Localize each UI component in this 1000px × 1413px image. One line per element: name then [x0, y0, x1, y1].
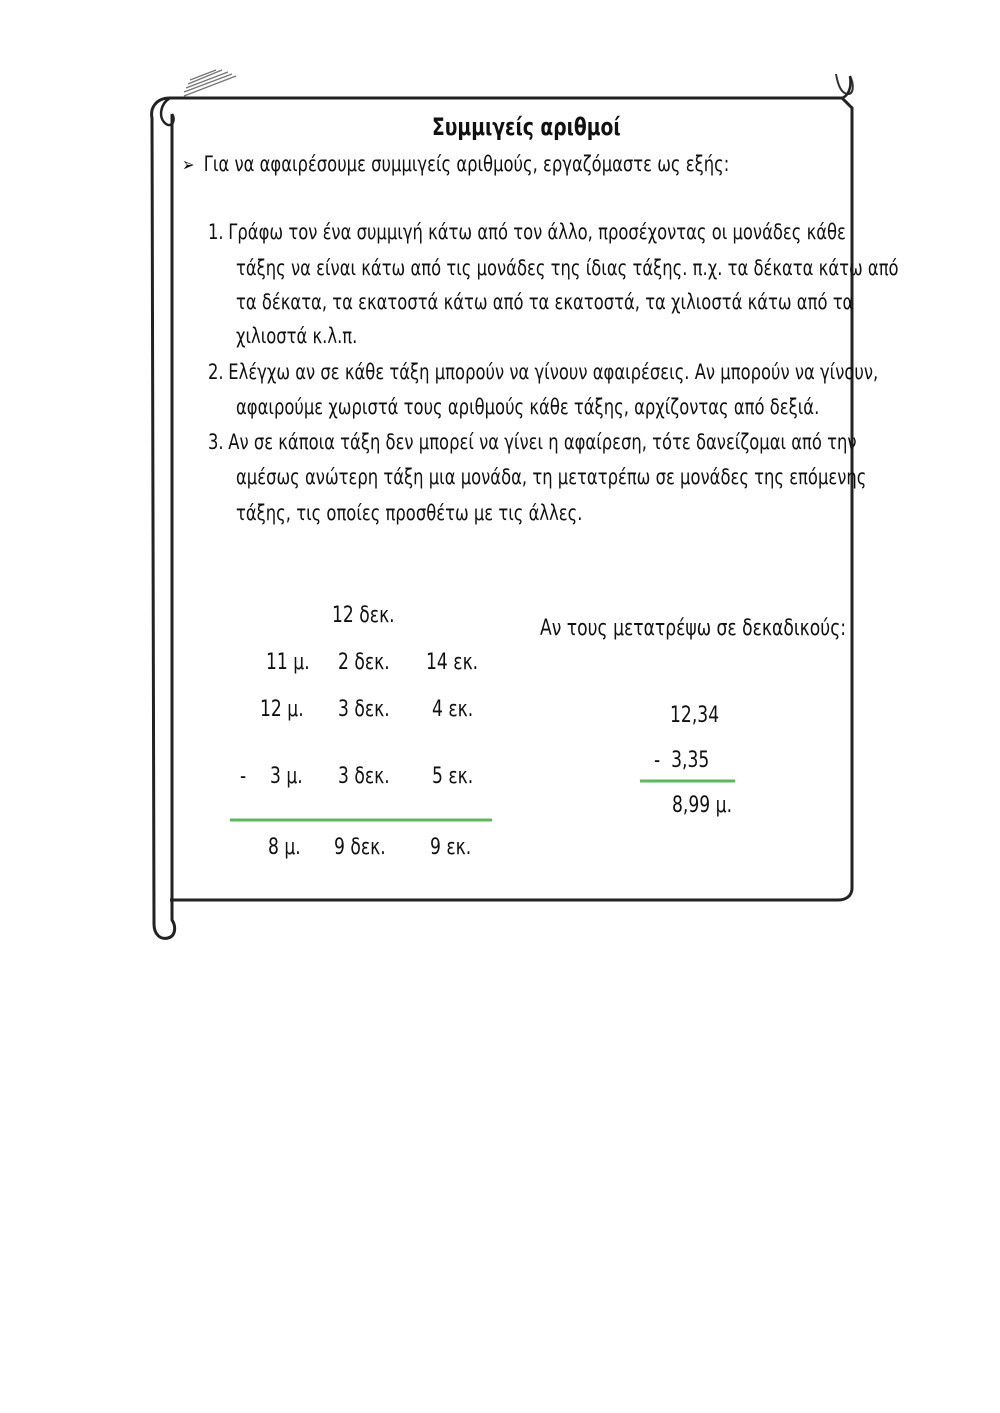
minus-sign: - — [240, 764, 247, 789]
result-tenths: 9 δεκ. — [334, 835, 386, 860]
step-2-line-2: αφαιρούμε χωριστά τους αριθμούς κάθε τάξης, αρχίζοντας από δεξιά. — [236, 395, 820, 419]
decimal-heading: Αν τους μετατρέψω σε δεκαδικούς: — [540, 616, 847, 641]
step-number: 3. — [208, 430, 224, 454]
arrow-bullet-icon: ➢ — [182, 154, 195, 176]
result-hundredths: 9 εκ. — [430, 835, 472, 860]
page-title: Συμμιγείς αριθμοί — [432, 113, 621, 141]
minuend-hundredths-struck: 4 εκ. — [432, 697, 474, 722]
intro-text: Για να αφαιρέσουμε συμμιγείς αριθμούς, εργαζόμαστε ως εξής: — [203, 152, 730, 176]
step-3-line-1 — [208, 430, 1000, 454]
step-text: Γράφω τον ένα συμμιγή κάτω από τον άλλο, προσέχοντας οι μονάδες κάθε — [228, 220, 846, 244]
borrow-units: 11 μ. — [266, 650, 310, 675]
step-2-line-1 — [208, 360, 1000, 384]
subtrahend-tenths: 3 δεκ. — [338, 764, 390, 789]
borrow-tenths-struck: 2 δεκ. — [338, 650, 390, 675]
quill-decoration — [184, 70, 236, 96]
step-3-line-2: αμέσως ανώτερη τάξη μια μονάδα, τη μετατρέπω σε μονάδες της επόμενης — [236, 465, 867, 489]
decimal-minuend: 12,34 — [670, 703, 720, 728]
minuend-tenths-struck: 3 δεκ. — [338, 697, 390, 722]
step-1-line-1 — [208, 220, 1000, 244]
step-number: 2. — [208, 360, 224, 384]
borrow-top: 12 δεκ. — [332, 603, 395, 628]
step-3-line-3: τάξης, τις οποίες προσθέτω με τις άλλες. — [236, 501, 583, 525]
minuend-units-struck: 12 μ. — [260, 697, 304, 722]
step-1-line-3: τα δέκατα, τα εκατοστά κάτω από τα εκατοστά, τα χιλιοστά κάτω από τα — [236, 290, 854, 314]
step-text: Αν σε κάποια τάξη δεν μπορεί να γίνει η αφαίρεση, τότε δανείζομαι από την — [228, 430, 857, 454]
intro-line — [182, 152, 884, 176]
borrow-hundredths: 14 εκ. — [426, 650, 479, 675]
step-number: 1. — [208, 220, 224, 244]
decimal-subtrahend: - 3,35 — [654, 748, 710, 773]
decimal-result: 8,99 μ. — [672, 793, 733, 818]
step-1-line-4: χιλιοστά κ.λ.π. — [236, 324, 358, 348]
step-text: Ελέγχω αν σε κάθε τάξη μπορούν να γίνουν αφαιρέσεις. Αν μπορούν να γίνουν, — [228, 360, 879, 384]
subtrahend-units: 3 μ. — [270, 764, 303, 789]
step-1-line-2: τάξης να είναι κάτω από τις μονάδες της ίδιας τάξης. π.χ. τα δέκατα κάτω από — [236, 256, 899, 280]
result-units: 8 μ. — [268, 835, 301, 860]
subtrahend-hundredths: 5 εκ. — [432, 764, 474, 789]
